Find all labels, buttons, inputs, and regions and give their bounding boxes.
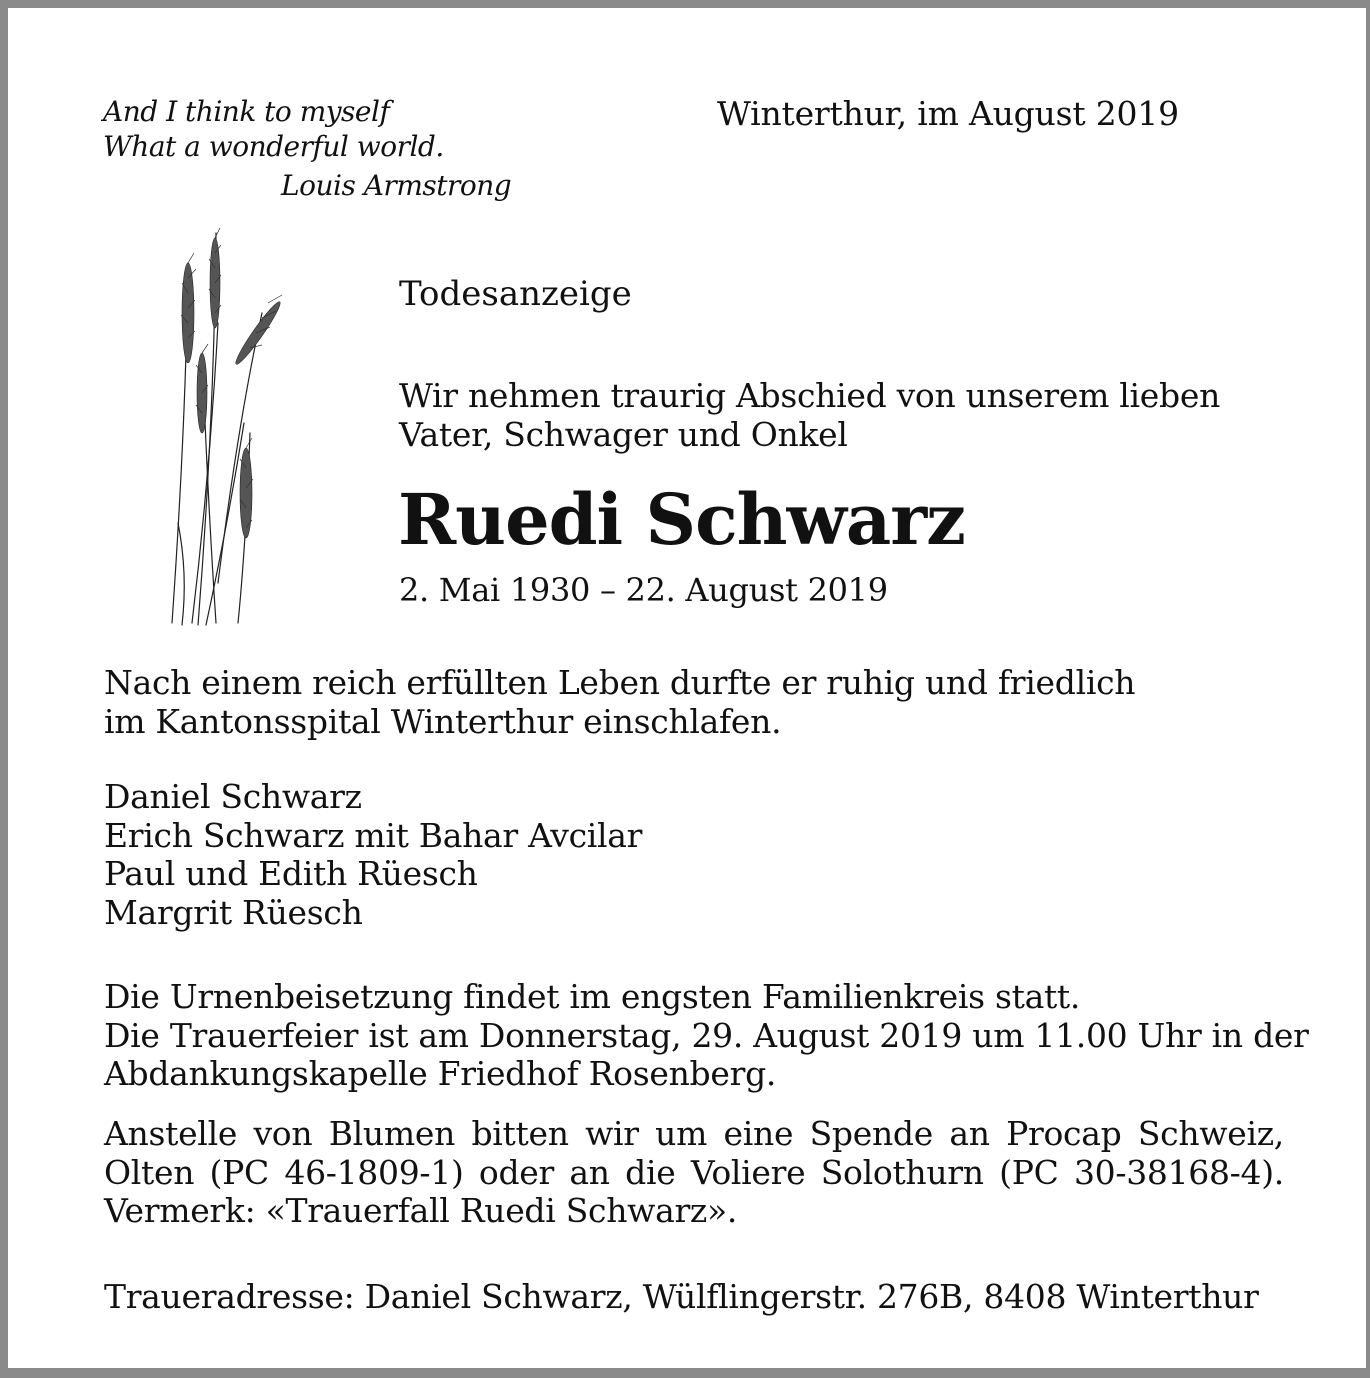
life-text-line: Nach einem reich erfüllten Leben durfte er ruhig und friedlich xyxy=(104,663,1136,702)
service-info xyxy=(104,978,1309,1094)
mourners-list xyxy=(104,778,642,932)
mourner: Margrit Rüesch xyxy=(104,892,363,932)
donation-line: Olten (PC 46-1809-1) oder an die Voliere Solothurn (PC 30-38168-4). xyxy=(104,1152,1284,1192)
life-dates: 2. Mai 1930 – 22. August 2019 xyxy=(399,571,888,609)
service-line: Die Trauerfeier ist am Donnerstag, 29. August 2019 um 11.00 Uhr in der xyxy=(104,1015,1309,1055)
mourning-address: Traueradresse: Daniel Schwarz, Wülflingerstr. 276B, 8408 Winterthur xyxy=(104,1277,1259,1316)
intro-line: Wir nehmen traurig Abschied von unserem lieben xyxy=(399,376,1221,415)
heading: Todesanzeige xyxy=(399,274,632,314)
life-text xyxy=(104,664,1135,741)
mourner: Daniel Schwarz xyxy=(104,777,362,816)
donation-line: Vermerk: «Trauerfall Ruedi Schwarz». xyxy=(104,1191,738,1230)
service-line: Abdankungskapelle Friedhof Rosenberg. xyxy=(104,1054,777,1093)
wheat-icon xyxy=(158,223,288,628)
quote-author: Louis Armstrong xyxy=(281,169,512,202)
intro-line: Vater, Schwager und Onkel xyxy=(399,415,848,454)
intro-text xyxy=(399,376,1220,454)
donation-info xyxy=(104,1115,1284,1231)
mourner: Erich Schwarz mit Bahar Avcilar xyxy=(104,815,643,855)
quote xyxy=(103,94,444,164)
donation-line: Anstelle von Blumen bitten wir um eine Spende an Procap Schweiz, xyxy=(104,1114,1284,1153)
deceased-name: Ruedi Schwarz xyxy=(398,478,965,561)
mourner: Paul und Edith Rüesch xyxy=(104,854,478,893)
quote-line: And I think to myself xyxy=(103,95,390,128)
place-date: Winterthur, im August 2019 xyxy=(717,94,1179,133)
life-text-line: im Kantonsspital Winterthur einschlafen. xyxy=(104,701,782,741)
service-line: Die Urnenbeisetzung findet im engsten Familienkreis statt. xyxy=(104,977,1081,1016)
quote-line: What a wonderful world. xyxy=(103,130,444,163)
